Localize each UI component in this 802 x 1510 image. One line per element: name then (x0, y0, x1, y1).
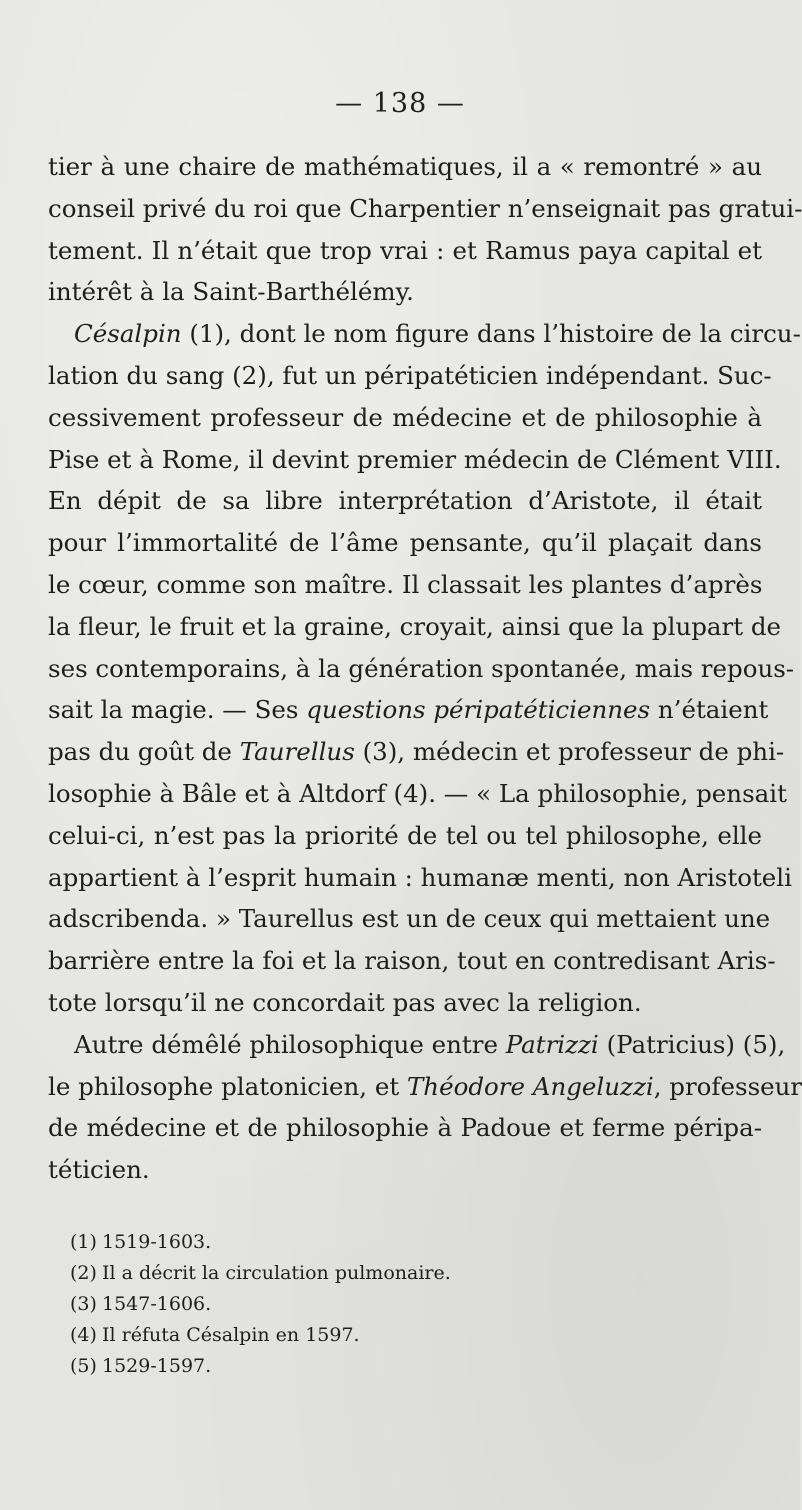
line-text: celui-ci, n’est pas la priorité de tel ou tel philosophe, elle (48, 820, 762, 850)
line-text: tement. Il n’était que trop vrai : et Ramus paya capital et (48, 235, 762, 265)
italic-title: questions péripatéticiennes (306, 695, 651, 725)
footnote (70, 1227, 670, 1258)
text-line (48, 1024, 786, 1066)
text-line (48, 397, 762, 439)
line-text: , professeur (653, 1071, 802, 1101)
line-text: sait la magie. — Ses (48, 695, 307, 725)
line-text: appartient à l’esprit humain : humanæ menti, non Aristoteli (48, 862, 792, 892)
footnote (70, 1289, 670, 1320)
text-line (48, 606, 782, 648)
italic-name: Théodore Angeluzzi (406, 1071, 654, 1101)
text-line (48, 731, 785, 773)
line-text: tote lorsqu’il ne concordait pas avec la religion. (48, 987, 642, 1017)
line-text: En dépit de sa libre interprétation d’Aristote, il était (48, 486, 762, 516)
line-text: tier à une chaire de mathématiques, il a « remontré » au (48, 152, 762, 181)
line-text: losophie à Bâle et à Altdorf (4). — « La philosophie, pensait (48, 778, 787, 808)
line-text: lation du sang (2), fut un péripatéticien indépendant. Suc- (48, 360, 772, 390)
footnote (70, 1258, 670, 1289)
italic-name: Patrizzi (505, 1029, 599, 1059)
footnote-number: (4) (70, 1324, 97, 1346)
text-line (48, 857, 792, 899)
line-text: adscribenda. » Taurellus est un de ceux qui mettaient une (48, 904, 771, 934)
footnote-number: (5) (70, 1355, 97, 1377)
footnote (70, 1320, 670, 1351)
line-text: n’étaient (650, 695, 769, 725)
text-line (48, 940, 776, 982)
line-text: pour l’immortalité de l’âme pensante, qu’il plaçait dans (48, 528, 762, 558)
line-text: ses contemporains, à la génération spontanée, mais repous- (48, 653, 795, 683)
text-line (48, 1066, 802, 1108)
footnote-text: 1547-1606. (102, 1293, 212, 1315)
line-text: conseil privé du roi que Charpentier n’enseignait pas gratui- (48, 193, 802, 223)
line-text: le philosophe platonicien, et (48, 1071, 407, 1101)
footnote-text: 1529-1597. (102, 1355, 212, 1377)
text-line (48, 1149, 762, 1191)
footnote (70, 1351, 670, 1382)
footnote-number: (2) (70, 1262, 97, 1284)
line-text: Pise et à Rome, il devint premier médecin de Clément VIII. (48, 444, 782, 474)
text-line (48, 648, 795, 690)
line-text: (1), dont le nom figure dans l’histoire de la circu- (181, 319, 801, 349)
footnote-text: 1519-1603. (102, 1231, 212, 1253)
page-number: — 138 — (335, 88, 465, 119)
footnotes (70, 1227, 670, 1382)
line-text: intérêt à la Saint-Barthélémy. (48, 277, 414, 307)
text-line (48, 689, 769, 731)
text-line (48, 146, 762, 188)
text-line (48, 815, 762, 857)
line-text: (3), médecin et professeur de phi- (354, 737, 785, 767)
line-text: la fleur, le fruit et la graine, croyait, ainsi que la plupart de (48, 611, 782, 641)
text-line (48, 480, 762, 522)
line-text: pas du goût de (48, 737, 240, 767)
footnote-text: Il réfuta Césalpin en 1597. (102, 1324, 360, 1346)
line-text: téticien. (48, 1155, 150, 1185)
text-line (48, 313, 801, 355)
line-text: de médecine et de philosophie à Padoue et ferme péripa- (48, 1113, 762, 1143)
text-line (48, 564, 762, 606)
line-text: Autre démêlé philosophique entre (74, 1029, 506, 1059)
line-text: le cœur, comme son maître. Il classait les plantes d’après (48, 569, 763, 599)
text-line (48, 355, 772, 397)
text-line (48, 230, 762, 272)
text-line (48, 271, 762, 313)
footnote-text: Il a décrit la circulation pulmonaire. (102, 1262, 451, 1284)
footnote-number: (3) (70, 1293, 97, 1315)
text-line (48, 773, 787, 815)
italic-name: Césalpin (74, 319, 182, 349)
text-line (48, 1107, 762, 1149)
text-line (48, 522, 762, 564)
text-line (48, 188, 802, 230)
line-text: cessivement professeur de médecine et de philosophie à (48, 402, 762, 432)
text-line (48, 439, 782, 481)
italic-name: Taurellus (239, 737, 355, 767)
text-line (48, 898, 771, 940)
line-text: (Patricius) (5), (598, 1029, 786, 1059)
text-line (48, 982, 762, 1024)
footnote-number: (1) (70, 1231, 97, 1253)
line-text: barrière entre la foi et la raison, tout en contredisant Aris- (48, 946, 776, 976)
body-text (48, 146, 802, 1191)
